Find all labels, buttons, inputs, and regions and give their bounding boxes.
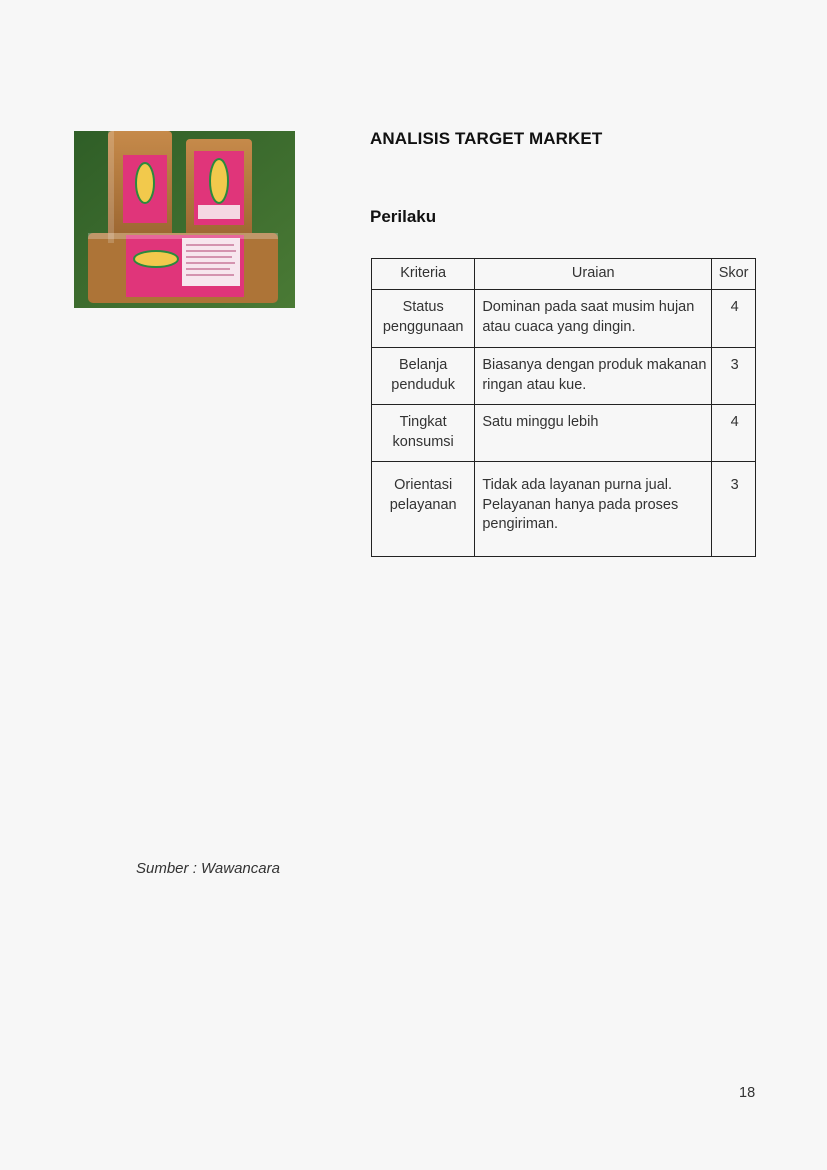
- skor-cell: 3: [712, 348, 756, 405]
- kriteria-cell: Status penggunaan: [372, 290, 475, 348]
- uraian-cell: Satu minggu lebih: [475, 405, 712, 462]
- table-row: [372, 405, 756, 462]
- source-caption: Sumber : Wawancara: [136, 860, 280, 877]
- column-header-uraian: Uraian: [475, 259, 712, 290]
- page-heading: ANALISIS TARGET MARKET: [370, 129, 603, 148]
- table-header-row: [372, 259, 756, 290]
- skor-cell: 4: [712, 405, 756, 462]
- uraian-cell: Biasanya dengan produk makanan ringan atau kue.: [475, 348, 712, 405]
- uraian-cell: Tidak ada layanan purna jual. Pelayanan hanya pada proses pengiriman.: [475, 462, 712, 557]
- table-row: [372, 348, 756, 405]
- product-photo: [74, 131, 295, 308]
- column-header-skor: Skor: [712, 259, 756, 290]
- kriteria-cell: Orientasi pelayanan: [372, 462, 475, 557]
- perilaku-table: [371, 258, 756, 557]
- section-heading: Perilaku: [370, 207, 437, 226]
- kriteria-cell: Tingkat konsumsi: [372, 405, 475, 462]
- skor-cell: 4: [712, 290, 756, 348]
- skor-cell: 3: [712, 462, 756, 557]
- kriteria-cell: Belanja penduduk: [372, 348, 475, 405]
- uraian-cell: Dominan pada saat musim hujan atau cuaca yang dingin.: [475, 290, 712, 348]
- column-header-kriteria: Kriteria: [372, 259, 475, 290]
- table-row: [372, 290, 756, 348]
- page-number: 18: [739, 1085, 756, 1101]
- table-row: [372, 462, 756, 557]
